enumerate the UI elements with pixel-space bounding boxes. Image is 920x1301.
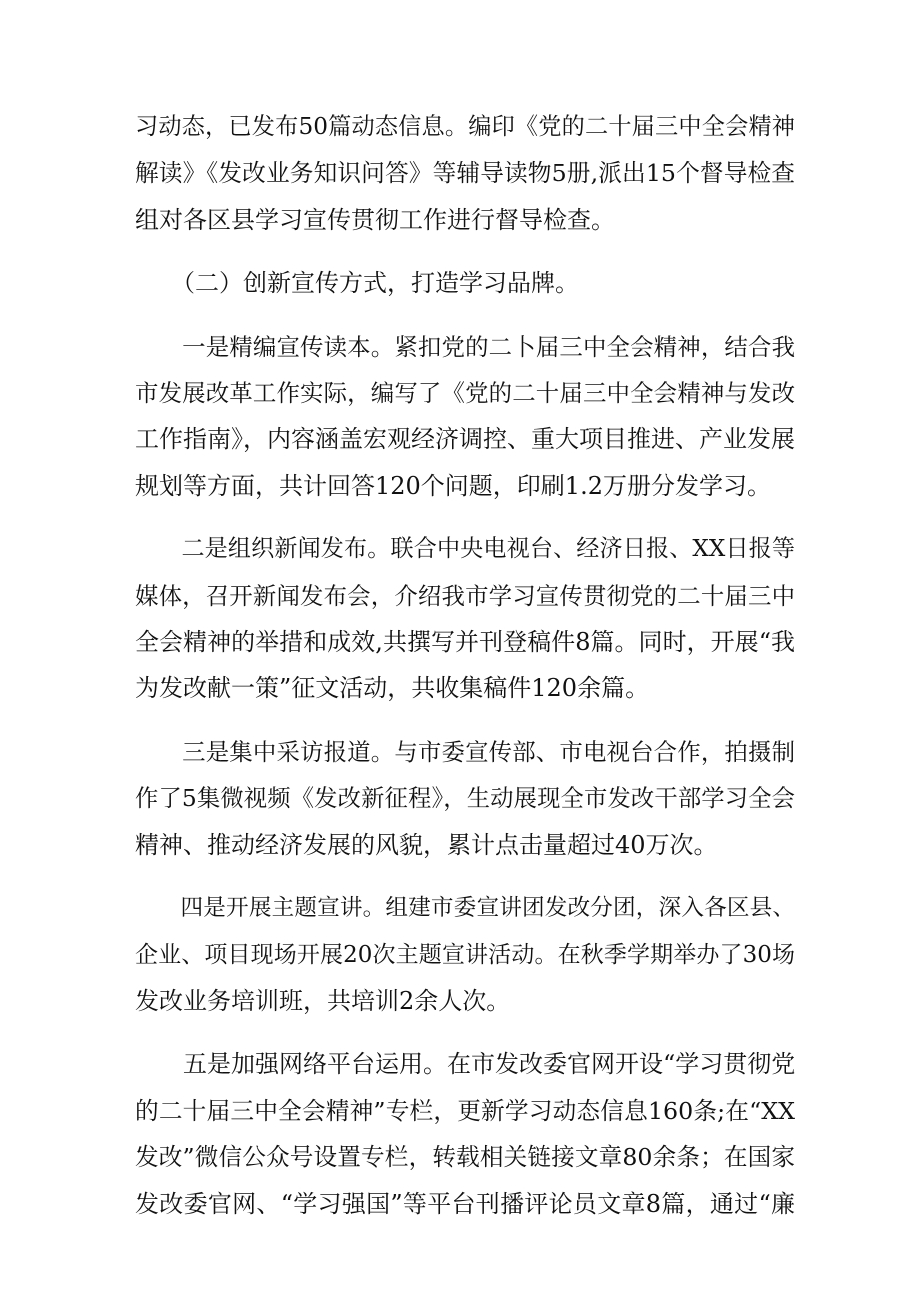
text-line: 的二十届三中全会精神”专栏，更新学习动态信息160条;在“XX: [135, 1096, 795, 1125]
document-body: [135, 104, 795, 1227]
section-heading: [135, 260, 795, 306]
text-line: 一是精编宣传读本。紧扣党的二卜届三中全会精神，结合我: [135, 332, 795, 361]
paragraph-item-1: [135, 324, 795, 510]
text-line: 发改”微信公众号设置专栏，转载相关链接文章80余条；在国家: [135, 1143, 795, 1172]
text-line: 媒体，召开新闻发布会，介绍我市学习宣传贯彻党的二十届三中: [135, 581, 795, 610]
text-line: 二是组织新闻发布。联合中央电视台、经济日报、XX日报等: [135, 536, 795, 563]
paragraph-item-2: [135, 526, 795, 712]
text-line: 工作指南》，内容涵盖宏观经济调控、重大项目推进、产业发展: [135, 425, 795, 454]
text-line: 市发展改革工作实际，编写了《党的二十届三中全会精神与发改: [135, 379, 795, 408]
text-line: 三是集中采访报道。与市委宣传部、市电视台合作，拍摄制: [135, 737, 795, 766]
text-line: 组对各区县学习宣传贯彻工作进行督导检查。: [135, 205, 615, 234]
text-line: 解读》《发改业务知识问答》等辅导读物5册,派出15个督导检查: [135, 159, 795, 188]
text-line: 全会精神的举措和成效,共撰写并刊登稿件8篇。同时，开展“我: [135, 628, 795, 657]
text-line: 五是加强网络平台运用。在市发改委官网开设“学习贯彻党: [135, 1050, 796, 1079]
paragraph-continuation: [135, 104, 795, 243]
text-line: 企业、项目现场开展20次主题宣讲活动。在秋季学期举办了30场: [135, 941, 795, 968]
paragraph-item-5: [135, 1041, 795, 1227]
text-line: 习动态，已发布50篇动态信息。编印《党的二十届三中全会精神: [135, 113, 795, 140]
text-line: 精神、推动经济发展的风貌，累计点击量超过40万次。: [135, 830, 718, 859]
text-line: 规划等方面，共计回答120个问题，印刷1.2万册分发学习。: [135, 471, 771, 500]
paragraph-item-4: [135, 885, 795, 1024]
paragraph-item-3: [135, 729, 795, 868]
text-line: 发改业务培训班，共培训2余人次。: [135, 986, 511, 1015]
heading-line: （二）创新宣传方式，打造学习品牌。: [135, 269, 579, 298]
text-line: 为发改献一策”征文活动，共收集稿件120余篇。: [135, 674, 650, 703]
text-line: 作了5集微视频《发改新征程》，生动展现全市发改干部学习全会: [135, 784, 795, 813]
text-line: 发改委官网、“学习强国”等平台刊播评论员文章8篇，通过“廉: [135, 1189, 795, 1218]
text-line: 四是开展主题宣讲。组建市委宣讲团发改分团，深入各区县、: [135, 895, 795, 922]
